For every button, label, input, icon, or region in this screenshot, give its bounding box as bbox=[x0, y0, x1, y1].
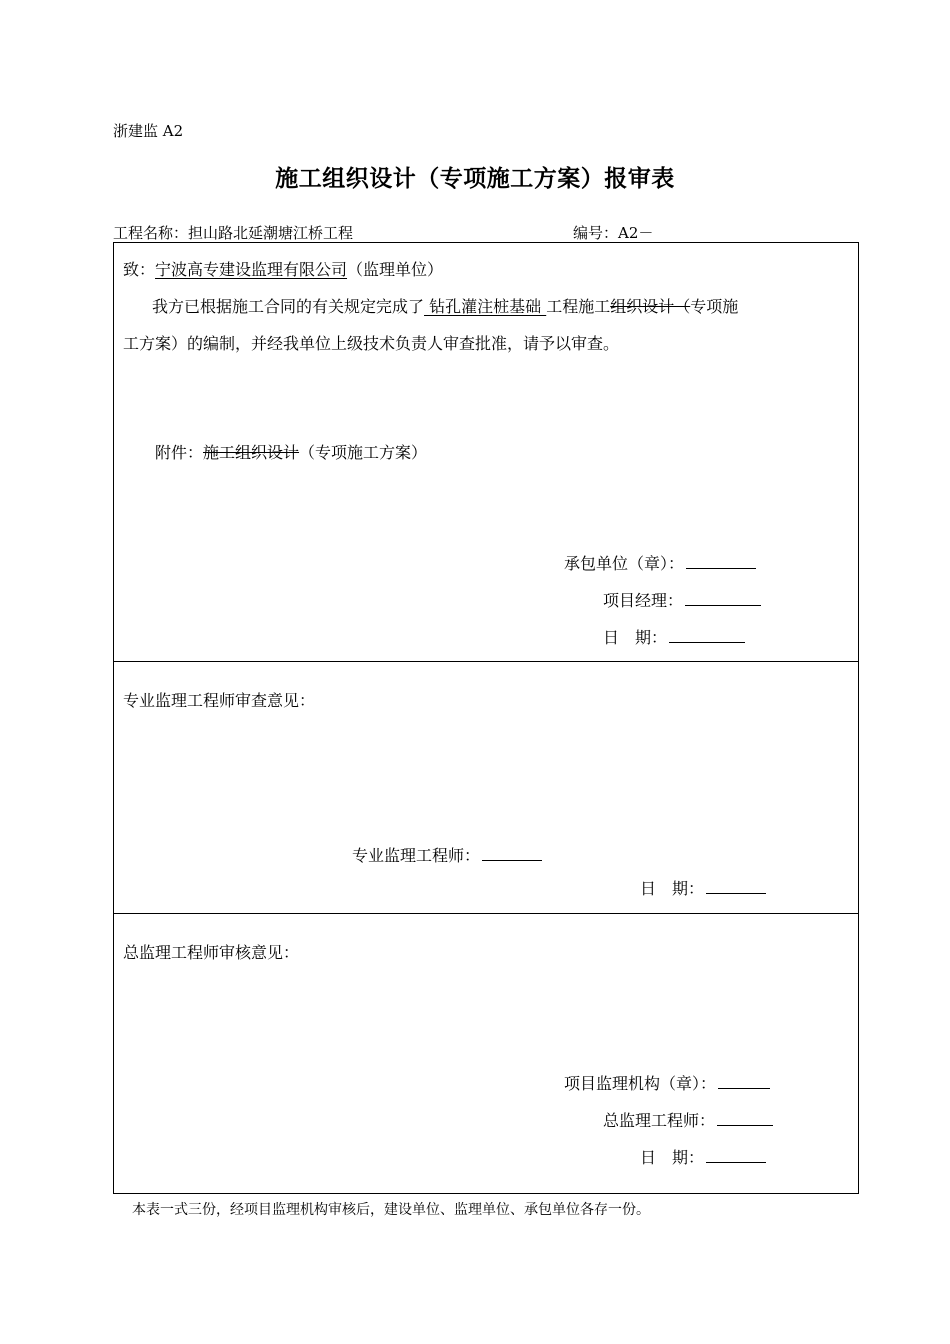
date-blank-1[interactable] bbox=[669, 640, 745, 643]
date-line-2 bbox=[640, 876, 766, 899]
divider-1 bbox=[113, 661, 859, 662]
struck-text: 组织设计（ bbox=[610, 297, 691, 316]
divider-2 bbox=[113, 913, 859, 914]
engineer-blank[interactable] bbox=[482, 858, 542, 861]
supervision-company: 宁波高专建设监理有限公司 bbox=[155, 260, 348, 279]
chief-review-heading: 总监理工程师审核意见： bbox=[123, 943, 300, 962]
date-label-3: 日 期： bbox=[640, 1148, 705, 1167]
date-label-1: 日 期： bbox=[603, 628, 668, 647]
addressee-line bbox=[123, 257, 443, 280]
contractor-blank[interactable] bbox=[686, 566, 756, 569]
date-blank-3[interactable] bbox=[706, 1160, 766, 1163]
form-number-label: 编号： bbox=[573, 224, 619, 242]
chief-label: 总监理工程师： bbox=[603, 1111, 716, 1130]
manager-line bbox=[603, 588, 761, 611]
org-seal-line bbox=[564, 1071, 770, 1094]
chief-engineer-line bbox=[603, 1108, 773, 1131]
to-label: 致： bbox=[123, 260, 156, 279]
statement-line-1 bbox=[152, 294, 738, 317]
manager-blank[interactable] bbox=[685, 603, 761, 606]
date-label-2: 日 期： bbox=[640, 879, 705, 898]
contractor-seal-line bbox=[564, 551, 756, 574]
date-line-3 bbox=[640, 1145, 766, 1168]
statement-text-c: 专项施 bbox=[690, 297, 739, 316]
statement-text-a: 我方已根据施工合同的有关规定完成了 bbox=[152, 297, 425, 316]
org-blank[interactable] bbox=[718, 1086, 770, 1089]
attachment-line bbox=[155, 440, 427, 463]
date-line-1 bbox=[603, 625, 745, 648]
project-name bbox=[113, 222, 353, 243]
date-blank-2[interactable] bbox=[706, 891, 766, 894]
attachment-struck: 施工组织设计 bbox=[203, 443, 300, 462]
project-name-label: 工程名称： bbox=[113, 224, 189, 242]
org-label: 项目监理机构（章）： bbox=[564, 1074, 717, 1093]
form-table bbox=[113, 242, 859, 1194]
engineer-review-heading: 专业监理工程师审查意见： bbox=[123, 691, 316, 710]
page-title: 施工组织设计（专项施工方案）报审表 bbox=[275, 166, 675, 192]
statement-text-b: 工程施工 bbox=[546, 297, 611, 316]
form-number bbox=[573, 222, 653, 243]
statement-line-2: 工方案）的编制，并经我单位上级技术负责人审查批准，请予以审查。 bbox=[123, 334, 620, 353]
attachment-label: 附件： bbox=[155, 443, 204, 462]
project-name-value: 担山路北延潮塘江桥工程 bbox=[188, 224, 354, 242]
attachment-rest: （专项施工方案） bbox=[299, 443, 428, 462]
engineer-label: 专业监理工程师： bbox=[352, 846, 481, 865]
manager-label: 项目经理： bbox=[603, 591, 684, 610]
engineer-line bbox=[352, 843, 542, 866]
form-number-value: A2－ bbox=[618, 224, 654, 242]
contractor-label: 承包单位（章）： bbox=[564, 554, 685, 573]
form-code: 浙建监 A2 bbox=[113, 122, 184, 140]
to-suffix: （监理单位） bbox=[347, 260, 444, 279]
footnote: 本表一式三份，经项目监理机构审核后，建设单位、监理单位、承包单位各存一份。 bbox=[132, 1202, 650, 1218]
work-item: 钻孔灌注桩基础 bbox=[424, 297, 547, 316]
chief-blank[interactable] bbox=[717, 1123, 773, 1126]
